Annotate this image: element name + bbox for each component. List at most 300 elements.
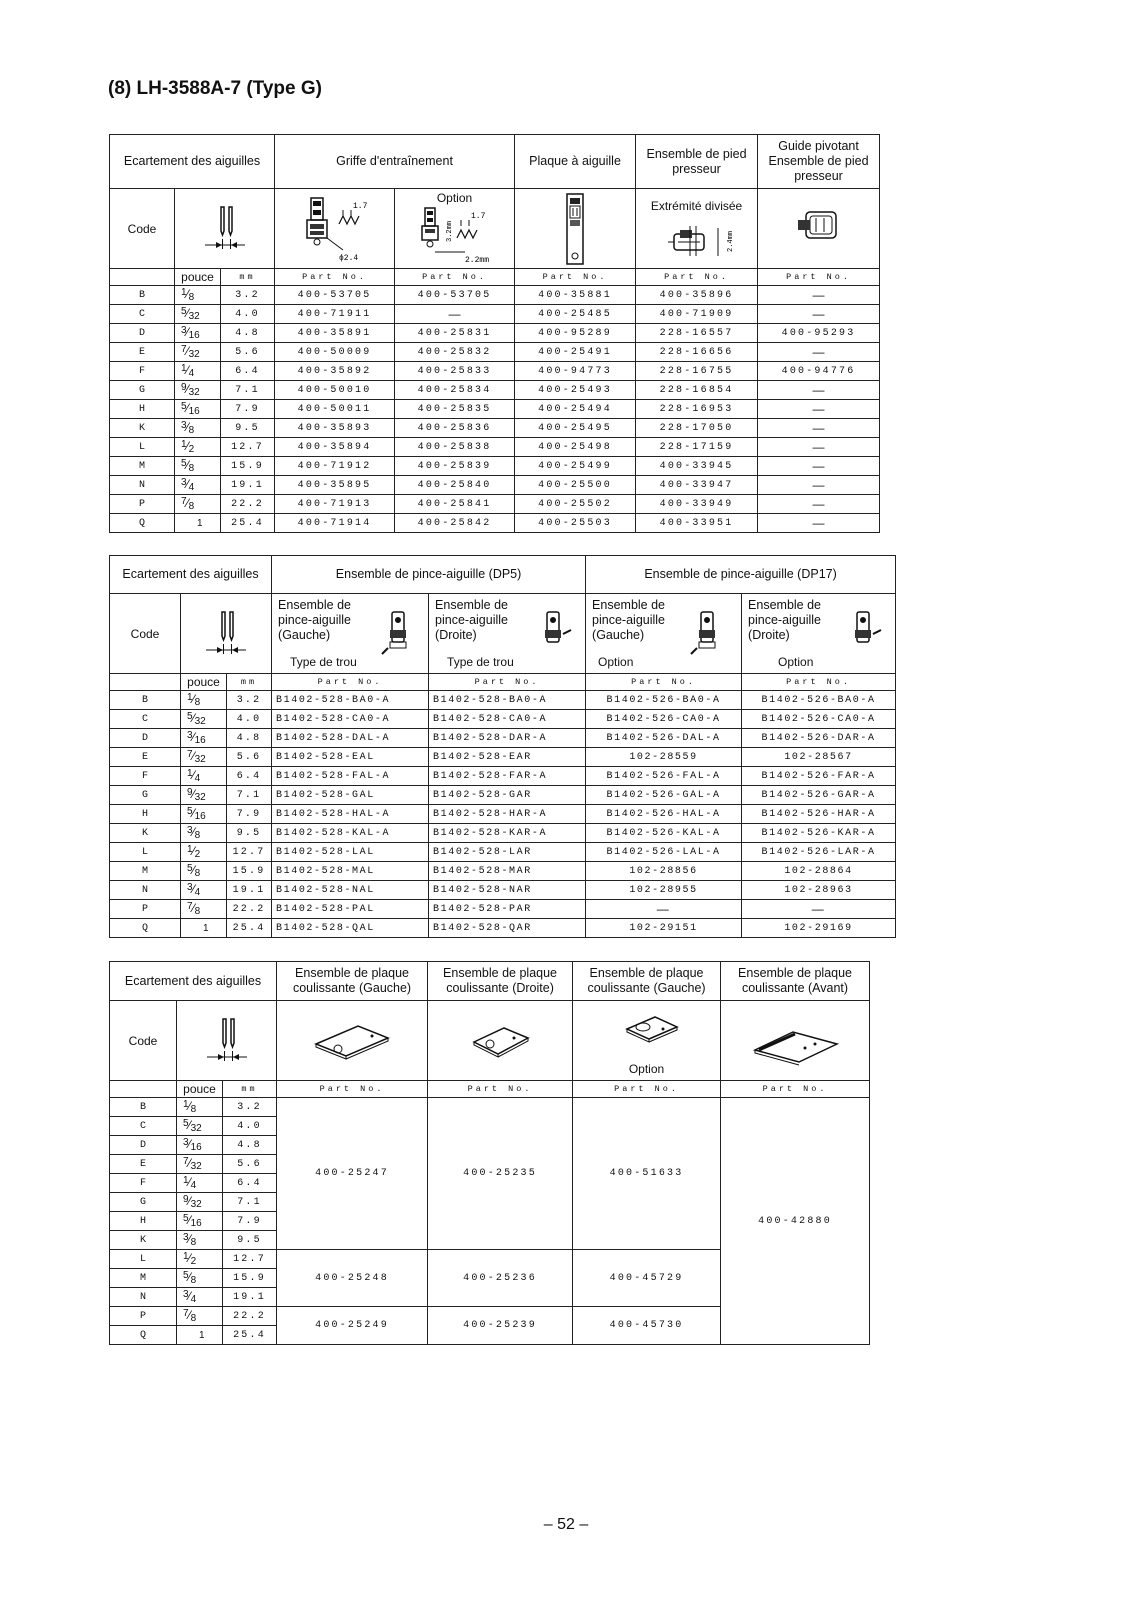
fraction-slash: ⁄ [188, 1099, 191, 1113]
row-mm: 6.4 [223, 1174, 277, 1193]
slide-plate-right-icon [450, 1016, 550, 1066]
clamp-dp17-right-cell [742, 594, 896, 674]
part-no-header: Part No. [573, 1081, 721, 1098]
header-pivot-guide-foot: Guide pivotant Ensemble de pied presseur [758, 135, 880, 189]
clamp-dp17-left-cell [586, 594, 742, 674]
row-mm: 9.5 [221, 419, 275, 438]
fraction-numerator: 3 [183, 1289, 189, 1300]
table-row [110, 843, 896, 862]
part-number: B1402-528-CA0-A [272, 710, 429, 729]
part-number: B1402-528-EAL [272, 748, 429, 767]
row-mm: 7.1 [227, 786, 272, 805]
fraction-denominator: 4 [190, 1294, 197, 1305]
slide-plate-left-image-cell [277, 1001, 428, 1081]
fraction-slash: ⁄ [188, 1270, 191, 1284]
part-number: — [758, 457, 880, 476]
part-number: B1402-528-CA0-A [429, 710, 586, 729]
pivot-guide-image-cell [758, 189, 880, 269]
inch-fraction [177, 1155, 223, 1174]
part-no-header: Part No. [721, 1081, 870, 1098]
part-number: 400-25835 [395, 400, 515, 419]
fraction-denominator: 8 [190, 1104, 197, 1115]
part-number: B1402-528-PAL [272, 900, 429, 919]
row-code: E [110, 748, 181, 767]
part-number: — [758, 438, 880, 457]
row-mm: 25.4 [227, 919, 272, 938]
unit-inch: pouce [177, 1081, 223, 1098]
part-number: 102-28856 [586, 862, 742, 881]
clamp-dp17-right-label: Ensemble de pince-aiguille (Droite) [748, 598, 822, 642]
header-feed-dog: Griffe d'entraînement [275, 135, 515, 189]
inch-fraction [175, 476, 221, 495]
fraction-numerator: 1 [197, 518, 203, 529]
part-number: 400-25841 [395, 495, 515, 514]
fraction-numerator: 1 [181, 363, 187, 374]
page-title: (8) LH-3588A-7 (Type G) [108, 78, 322, 99]
fraction-denominator: 8 [194, 830, 201, 841]
fraction-numerator: 7 [181, 344, 187, 355]
table-row [110, 381, 880, 400]
part-number: 102-29169 [742, 919, 896, 938]
part-number: B1402-526-GAR-A [742, 786, 896, 805]
feed-dog-dim-diameter: ϕ2.4 [339, 253, 359, 263]
slide-plate-left-icon [302, 1016, 402, 1066]
row-code: G [110, 1193, 177, 1212]
table-row [110, 786, 896, 805]
fraction-slash: ⁄ [192, 692, 195, 706]
row-code: B [110, 286, 175, 305]
row-mm: 9.5 [223, 1231, 277, 1250]
part-number: 400-25838 [395, 438, 515, 457]
inch-fraction [177, 1212, 223, 1231]
fraction-denominator: 32 [190, 1199, 202, 1210]
inch-fraction [175, 514, 221, 533]
fraction-slash: ⁄ [188, 1175, 191, 1189]
header-needle-spacing: Ecartement des aiguilles [110, 556, 272, 594]
inch-fraction [175, 343, 221, 362]
fraction-numerator: 3 [187, 882, 193, 893]
fraction-numerator: 5 [187, 863, 193, 874]
inch-fraction [181, 881, 227, 900]
inch-fraction [181, 843, 227, 862]
fraction-numerator: 1 [203, 923, 209, 934]
table-row [110, 710, 896, 729]
slide-plate-left-option-icon [597, 1007, 697, 1057]
slide-plate-front-icon [745, 1016, 845, 1066]
part-number: 400-25249 [277, 1307, 428, 1345]
fraction-numerator: 5 [183, 1270, 189, 1281]
fraction-numerator: 3 [187, 825, 193, 836]
row-code: M [110, 1269, 177, 1288]
fraction-numerator: 9 [187, 787, 193, 798]
part-number: 400-71912 [275, 457, 395, 476]
part-number: 400-95293 [758, 324, 880, 343]
row-mm: 9.5 [227, 824, 272, 843]
part-number: — [758, 400, 880, 419]
fraction-denominator: 4 [188, 368, 195, 379]
fraction-numerator: 7 [183, 1308, 189, 1319]
inch-fraction [175, 495, 221, 514]
fraction-denominator: 32 [188, 387, 200, 398]
feed-dog-needle-plate-table [109, 134, 880, 533]
inch-fraction [181, 767, 227, 786]
part-number: 400-25500 [515, 476, 636, 495]
part-number: 400-33945 [636, 457, 758, 476]
needle-clamp-left-icon [687, 608, 727, 658]
fraction-slash: ⁄ [186, 401, 189, 415]
part-number: B1402-526-DAL-A [586, 729, 742, 748]
table-row [110, 362, 880, 381]
row-mm: 4.8 [221, 324, 275, 343]
clamp-dp5-left-label: Ensemble de pince-aiguille (Gauche) [278, 598, 351, 642]
fraction-numerator: 1 [199, 1330, 205, 1341]
inch-fraction [175, 400, 221, 419]
part-number: — [395, 305, 515, 324]
part-number: B1402-528-PAR [429, 900, 586, 919]
needle-clamp-table [109, 555, 896, 938]
fraction-denominator: 32 [190, 1161, 202, 1172]
fraction-slash: ⁄ [192, 901, 195, 915]
fraction-denominator: 8 [190, 1313, 197, 1324]
row-mm: 5.6 [227, 748, 272, 767]
part-number: B1402-528-QAL [272, 919, 429, 938]
part-number: 400-25495 [515, 419, 636, 438]
fraction-slash: ⁄ [188, 1232, 191, 1246]
part-number: 400-42880 [721, 1098, 870, 1345]
part-number: 400-95289 [515, 324, 636, 343]
part-number: 400-35891 [275, 324, 395, 343]
unit-inch: pouce [181, 674, 227, 691]
unit-mm: mm [221, 269, 275, 286]
row-code: N [110, 476, 175, 495]
row-mm: 7.1 [223, 1193, 277, 1212]
twin-needle-icon [196, 606, 256, 662]
table-row [110, 729, 896, 748]
fraction-slash: ⁄ [188, 1289, 191, 1303]
part-number: 102-28864 [742, 862, 896, 881]
presser-foot-image-cell [636, 189, 758, 269]
fraction-numerator: 7 [187, 901, 193, 912]
part-number: 400-35894 [275, 438, 395, 457]
fraction-numerator: 5 [181, 401, 187, 412]
row-code: G [110, 786, 181, 805]
part-number: 400-25485 [515, 305, 636, 324]
split-tip-label: Extrémité divisée [650, 199, 743, 213]
fraction-numerator: 5 [183, 1213, 189, 1224]
row-mm: 12.7 [221, 438, 275, 457]
row-code: F [110, 362, 175, 381]
row-code: D [110, 1136, 177, 1155]
row-mm: 7.9 [223, 1212, 277, 1231]
part-number: — [758, 305, 880, 324]
feed-dog-image-cell [275, 189, 395, 269]
part-number: 400-25499 [515, 457, 636, 476]
option-label: Option [778, 655, 814, 669]
table-row [110, 767, 896, 786]
part-number: — [586, 900, 742, 919]
feed-dog-option-dim-bottom: 2.2mm [465, 255, 490, 265]
part-number: 400-45729 [573, 1250, 721, 1307]
fraction-slash: ⁄ [186, 439, 189, 453]
part-number: 102-29151 [586, 919, 742, 938]
part-no-header: Part No. [758, 269, 880, 286]
needle-plate-icon [515, 190, 633, 268]
table-row [110, 900, 896, 919]
part-number: 228-17159 [636, 438, 758, 457]
unit-mm: mm [223, 1081, 277, 1098]
row-code: K [110, 419, 175, 438]
row-mm: 6.4 [221, 362, 275, 381]
fraction-slash: ⁄ [188, 1194, 191, 1208]
part-number: — [758, 476, 880, 495]
fraction-denominator: 32 [188, 349, 200, 360]
row-code: C [110, 710, 181, 729]
part-number: 102-28963 [742, 881, 896, 900]
fraction-denominator: 32 [188, 311, 200, 322]
table-row [110, 457, 880, 476]
inch-fraction [181, 748, 227, 767]
part-number: B1402-528-QAR [429, 919, 586, 938]
table-row [110, 919, 896, 938]
fraction-slash: ⁄ [188, 1156, 191, 1170]
fraction-denominator: 32 [190, 1123, 202, 1134]
twin-needle-icon [197, 1013, 257, 1069]
part-number: — [742, 900, 896, 919]
part-number: 400-35895 [275, 476, 395, 495]
part-number: 400-51633 [573, 1098, 721, 1250]
fraction-denominator: 4 [188, 482, 195, 493]
fraction-denominator: 16 [194, 811, 206, 822]
feed-dog-option-cell [395, 189, 515, 269]
feed-dog-dim-top: 1.7 [353, 201, 368, 211]
row-code: B [110, 1098, 177, 1117]
fraction-denominator: 16 [194, 735, 206, 746]
fraction-denominator: 16 [188, 330, 200, 341]
part-number: B1402-528-BA0-A [429, 691, 586, 710]
row-code: Q [110, 514, 175, 533]
part-number: 400-94776 [758, 362, 880, 381]
row-mm: 3.2 [221, 286, 275, 305]
inch-fraction [181, 919, 227, 938]
code-label: Code [110, 594, 181, 674]
fraction-denominator: 8 [194, 697, 201, 708]
part-number: B1402-526-CA0-A [742, 710, 896, 729]
fraction-numerator: 9 [183, 1194, 189, 1205]
inch-fraction [181, 824, 227, 843]
part-number: 400-53705 [395, 286, 515, 305]
part-number: B1402-526-KAR-A [742, 824, 896, 843]
header-needle-clamp-dp17: Ensemble de pince-aiguille (DP17) [586, 556, 896, 594]
part-no-header: Part No. [429, 674, 586, 691]
part-number: 400-25842 [395, 514, 515, 533]
fraction-denominator: 8 [188, 463, 195, 474]
fraction-denominator: 8 [188, 501, 195, 512]
part-number: — [758, 381, 880, 400]
fraction-denominator: 2 [190, 1256, 197, 1267]
row-mm: 7.9 [221, 400, 275, 419]
row-code: P [110, 1307, 177, 1326]
part-number: 400-25239 [428, 1307, 573, 1345]
part-number: 102-28559 [586, 748, 742, 767]
header-slide-plate-front: Ensemble de plaque coulissante (Avant) [721, 962, 870, 1001]
part-number: 228-16953 [636, 400, 758, 419]
fraction-slash: ⁄ [186, 363, 189, 377]
part-number: 228-16656 [636, 343, 758, 362]
row-mm: 12.7 [223, 1250, 277, 1269]
fraction-denominator: 32 [194, 716, 206, 727]
fraction-numerator: 5 [183, 1118, 189, 1129]
inch-fraction [181, 691, 227, 710]
part-number: B1402-528-DAR-A [429, 729, 586, 748]
fraction-denominator: 4 [190, 1180, 197, 1191]
row-mm: 19.1 [227, 881, 272, 900]
fraction-numerator: 9 [181, 382, 187, 393]
option-label: Option [628, 1062, 665, 1076]
fraction-slash: ⁄ [192, 711, 195, 725]
part-number: B1402-528-GAR [429, 786, 586, 805]
feed-dog-option-dim-top: 1.7 [471, 211, 486, 221]
fraction-numerator: 1 [187, 692, 193, 703]
fraction-slash: ⁄ [186, 344, 189, 358]
inch-fraction [177, 1326, 223, 1345]
row-code: N [110, 881, 181, 900]
fraction-denominator: 4 [194, 887, 201, 898]
needle-clamp-right-icon [535, 608, 575, 658]
inch-fraction [177, 1136, 223, 1155]
fraction-numerator: 3 [181, 420, 187, 431]
part-number: 102-28567 [742, 748, 896, 767]
part-number: 400-25839 [395, 457, 515, 476]
part-number: 400-25498 [515, 438, 636, 457]
row-code: D [110, 729, 181, 748]
row-code: G [110, 381, 175, 400]
part-number: B1402-526-HAL-A [586, 805, 742, 824]
needle-clamp-right-icon [845, 608, 885, 658]
row-mm: 7.1 [221, 381, 275, 400]
inch-fraction [175, 438, 221, 457]
part-number: 400-50011 [275, 400, 395, 419]
part-number: 400-45730 [573, 1307, 721, 1345]
inch-fraction [175, 286, 221, 305]
part-number: B1402-526-CA0-A [586, 710, 742, 729]
inch-fraction [175, 362, 221, 381]
part-number: B1402-528-HAR-A [429, 805, 586, 824]
page-number: – 52 – [543, 1516, 589, 1533]
row-mm: 4.8 [227, 729, 272, 748]
part-no-header: Part No. [636, 269, 758, 286]
fraction-numerator: 5 [181, 306, 187, 317]
fraction-numerator: 7 [181, 496, 187, 507]
part-number: B1402-528-GAL [272, 786, 429, 805]
part-number: B1402-528-KAL-A [272, 824, 429, 843]
part-no-header: Part No. [272, 674, 429, 691]
option-label: Option [436, 191, 473, 205]
part-number: 400-35896 [636, 286, 758, 305]
part-number: B1402-528-NAR [429, 881, 586, 900]
table-row [110, 691, 896, 710]
row-code: F [110, 1174, 177, 1193]
part-number: 400-25493 [515, 381, 636, 400]
fraction-slash: ⁄ [186, 420, 189, 434]
part-number: B1402-526-BA0-A [586, 691, 742, 710]
row-mm: 6.4 [227, 767, 272, 786]
fraction-slash: ⁄ [186, 382, 189, 396]
part-number: 400-33951 [636, 514, 758, 533]
table-row [110, 514, 880, 533]
part-number: 400-25834 [395, 381, 515, 400]
part-no-header: Part No. [742, 674, 896, 691]
inch-fraction [181, 729, 227, 748]
fraction-slash: ⁄ [186, 325, 189, 339]
table-row [110, 1098, 870, 1117]
row-mm: 4.8 [223, 1136, 277, 1155]
fraction-slash: ⁄ [186, 306, 189, 320]
inch-fraction [181, 805, 227, 824]
row-code: L [110, 438, 175, 457]
header-presser-foot: Ensemble de pied presseur [636, 135, 758, 189]
table-row [110, 286, 880, 305]
part-number: — [758, 419, 880, 438]
part-number: 400-25502 [515, 495, 636, 514]
inch-fraction [175, 324, 221, 343]
header-slide-plate-left-option: Ensemble de plaque coulissante (Gauche) [573, 962, 721, 1001]
row-mm: 12.7 [227, 843, 272, 862]
part-number: B1402-528-BA0-A [272, 691, 429, 710]
fraction-denominator: 8 [194, 868, 201, 879]
table-row [110, 862, 896, 881]
part-number: 400-71911 [275, 305, 395, 324]
part-number: B1402-526-DAR-A [742, 729, 896, 748]
fraction-denominator: 16 [188, 406, 200, 417]
clamp-dp17-left-label: Ensemble de pince-aiguille (Gauche) [592, 598, 666, 642]
part-number: 400-33947 [636, 476, 758, 495]
fraction-numerator: 1 [187, 768, 193, 779]
row-code: P [110, 495, 175, 514]
fraction-numerator: 7 [187, 749, 193, 760]
part-number: B1402-528-EAR [429, 748, 586, 767]
row-mm: 15.9 [223, 1269, 277, 1288]
row-code: B [110, 691, 181, 710]
part-number: 228-16557 [636, 324, 758, 343]
fraction-numerator: 3 [183, 1137, 189, 1148]
code-label: Code [110, 1001, 177, 1081]
row-mm: 4.0 [221, 305, 275, 324]
table-row [110, 748, 896, 767]
row-mm: 19.1 [221, 476, 275, 495]
row-mm: 15.9 [227, 862, 272, 881]
row-code: C [110, 1117, 177, 1136]
part-number: 400-25836 [395, 419, 515, 438]
row-code: C [110, 305, 175, 324]
row-mm: 4.0 [227, 710, 272, 729]
needle-spacing-illustration [175, 189, 275, 269]
row-mm: 5.6 [221, 343, 275, 362]
row-mm: 3.2 [227, 691, 272, 710]
fraction-numerator: 1 [181, 439, 187, 450]
table-row [110, 324, 880, 343]
part-number: 400-25236 [428, 1250, 573, 1307]
fraction-numerator: 3 [181, 477, 187, 488]
inch-fraction [177, 1288, 223, 1307]
row-code: K [110, 1231, 177, 1250]
fraction-numerator: 3 [183, 1232, 189, 1243]
fraction-numerator: 7 [183, 1156, 189, 1167]
fraction-slash: ⁄ [192, 806, 195, 820]
part-number: 400-71914 [275, 514, 395, 533]
fraction-numerator: 1 [183, 1099, 189, 1110]
part-number: 400-53705 [275, 286, 395, 305]
fraction-slash: ⁄ [192, 787, 195, 801]
